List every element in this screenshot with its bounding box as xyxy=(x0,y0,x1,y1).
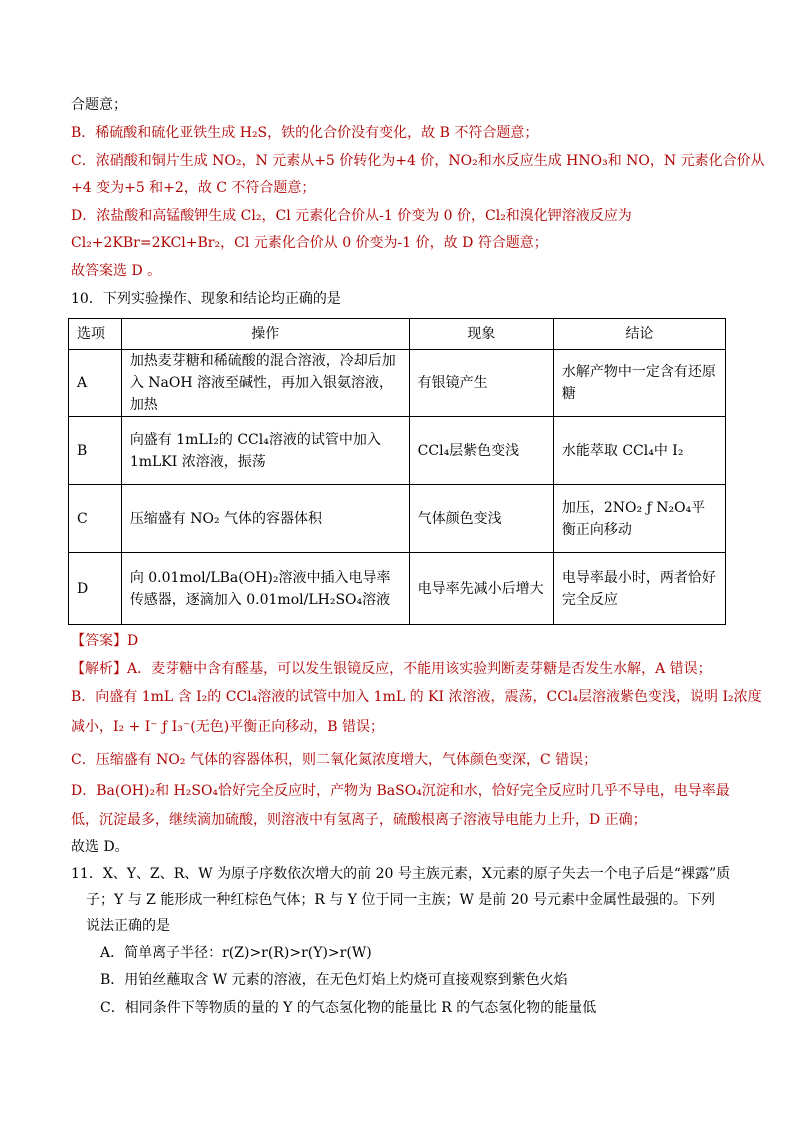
option-b-explanation: B．稀硫酸和硫化亚铁生成 H₂S，铁的化合价没有变化，故 B 不符合题意； xyxy=(71,125,539,141)
row-conclusion: 电导率最小时，两者恰好完全反应 xyxy=(553,553,725,625)
answer-tag: 【答案】 xyxy=(71,633,127,649)
question-10-table xyxy=(68,318,726,625)
row-conclusion: 水能萃取 CCl₄中 I₂ xyxy=(553,417,725,485)
row-phenomenon: 电导率先减小后增大 xyxy=(409,553,553,625)
question-11-option-c: C．相同条件下等物质的量的 Y 的气态氢化物的能量比 R 的气态氢化物的能量低 xyxy=(100,1000,597,1016)
question-11-stem-line1: 11．X、Y、Z、R、W 为原子序数依次增大的前 20 号主族元素，X元素的原子失去一个电子后是“裸露”质 xyxy=(71,866,731,882)
analysis-c: C．压缩盛有 NO₂ 气体的容器体积，则二氧化氮浓度增大，气体颜色变深，C 错误； xyxy=(71,752,598,768)
row-phenomenon: 有银镜产生 xyxy=(409,350,553,417)
previous-answer: 故答案选 D 。 xyxy=(71,263,162,279)
answer-line xyxy=(71,631,138,651)
analysis-d-line2: 低，沉淀最多，继续滴加硫酸，则溶液中有氢离子，硫酸根离子溶液导电能力上升，D 正确； xyxy=(71,812,647,828)
header-conclusion: 结论 xyxy=(553,319,725,350)
row-operation: 向 0.01mol/LBa(OH)₂溶液中插入电导率传感器，逐滴加入 0.01mol/LH₂SO₄溶液 xyxy=(121,553,409,625)
option-d-explanation-line1: D．浓盐酸和高锰酸钾生成 Cl₂，Cl 元素化合价从-1 价变为 0 价，Cl₂和溴化钾溶液反应为 xyxy=(71,208,632,224)
option-c-explanation-line1: C．浓硝酸和铜片生成 NO₂，N 元素从+5 价转化为+4 价，NO₂和水反应生成 HNO₃和 NO，N 元素化合价从 xyxy=(71,153,765,169)
analysis-b-line1: B．向盛有 1mL 含 I₂的 CCl₄溶液的试管中加入 1mL 的 KI 浓溶液，震荡，CCl₄层溶液紫色变浅，说明 I₂浓度 xyxy=(71,689,762,705)
table-row xyxy=(69,553,726,625)
row-conclusion: 加压，2NO₂ ƒ N₂O₄平衡正向移动 xyxy=(553,485,725,553)
table-row xyxy=(69,417,726,485)
question-11-stem-line2: 子；Y 与 Z 能形成一种红棕色气体；R 与 Y 位于同一主族；W 是前 20 号元素中金属性最强的。下列 xyxy=(86,892,716,908)
row-option: B xyxy=(69,417,122,485)
header-option: 选项 xyxy=(69,319,122,350)
question-10-stem: 10．下列实验操作、现象和结论均正确的是 xyxy=(71,291,341,307)
analysis-d-line1: D．Ba(OH)₂和 H₂SO₄恰好完全反应时，产物为 BaSO₄沉淀和水，恰好完全反应时几乎不导电，电导率最 xyxy=(71,783,730,799)
table-row xyxy=(69,350,726,417)
analysis-a-line xyxy=(71,659,712,679)
row-operation: 加热麦芽糖和稀硫酸的混合溶液，冷却后加入 NaOH 溶液至碱性，再加入银氨溶液，加热 xyxy=(121,350,409,417)
answer-value: D xyxy=(127,633,139,649)
analysis-b-line2: 减小，I₂ + I⁻ ƒ I₃⁻(无色)平衡正向移动，B 错误； xyxy=(71,719,384,735)
table-row xyxy=(69,485,726,553)
row-option: A xyxy=(69,350,122,417)
analysis-a: A．麦芽糖中含有醛基，可以发生银镜反应，不能用该实验判断麦芽糖是否发生水解，A 错误； xyxy=(127,661,712,677)
analysis-tag: 【解析】 xyxy=(71,661,127,677)
table-header-row xyxy=(69,319,726,350)
option-d-explanation-line2: Cl₂+2KBr=2KCl+Br₂，Cl 元素化合价从 0 价变为-1 价，故 D 符合题意； xyxy=(71,235,548,251)
row-operation: 压缩盛有 NO₂ 气体的容器体积 xyxy=(121,485,409,553)
row-phenomenon: 气体颜色变浅 xyxy=(409,485,553,553)
row-operation: 向盛有 1mLI₂的 CCl₄溶液的试管中加入 1mLKI 浓溶液，振荡 xyxy=(121,417,409,485)
question-11-option-a: A．简单离子半径：r(Z)>r(R)>r(Y)>r(W) xyxy=(100,945,372,961)
question-11-stem-line3: 说法正确的是 xyxy=(86,918,170,934)
row-option: C xyxy=(69,485,122,553)
row-option: D xyxy=(69,553,122,625)
row-conclusion: 水解产物中一定含有还原糖 xyxy=(553,350,725,417)
header-phenomenon: 现象 xyxy=(409,319,553,350)
question-11-option-b: B．用铂丝蘸取含 W 元素的溶液，在无色灯焰上灼烧可直接观察到紫色火焰 xyxy=(100,972,568,988)
analysis-conclusion: 故选 D。 xyxy=(71,839,129,855)
text-line: 合题意； xyxy=(71,97,127,113)
row-phenomenon: CCl₄层紫色变浅 xyxy=(409,417,553,485)
option-c-explanation-line2: +4 变为+5 和+2，故 C 不符合题意； xyxy=(71,180,316,196)
header-operation: 操作 xyxy=(121,319,409,350)
